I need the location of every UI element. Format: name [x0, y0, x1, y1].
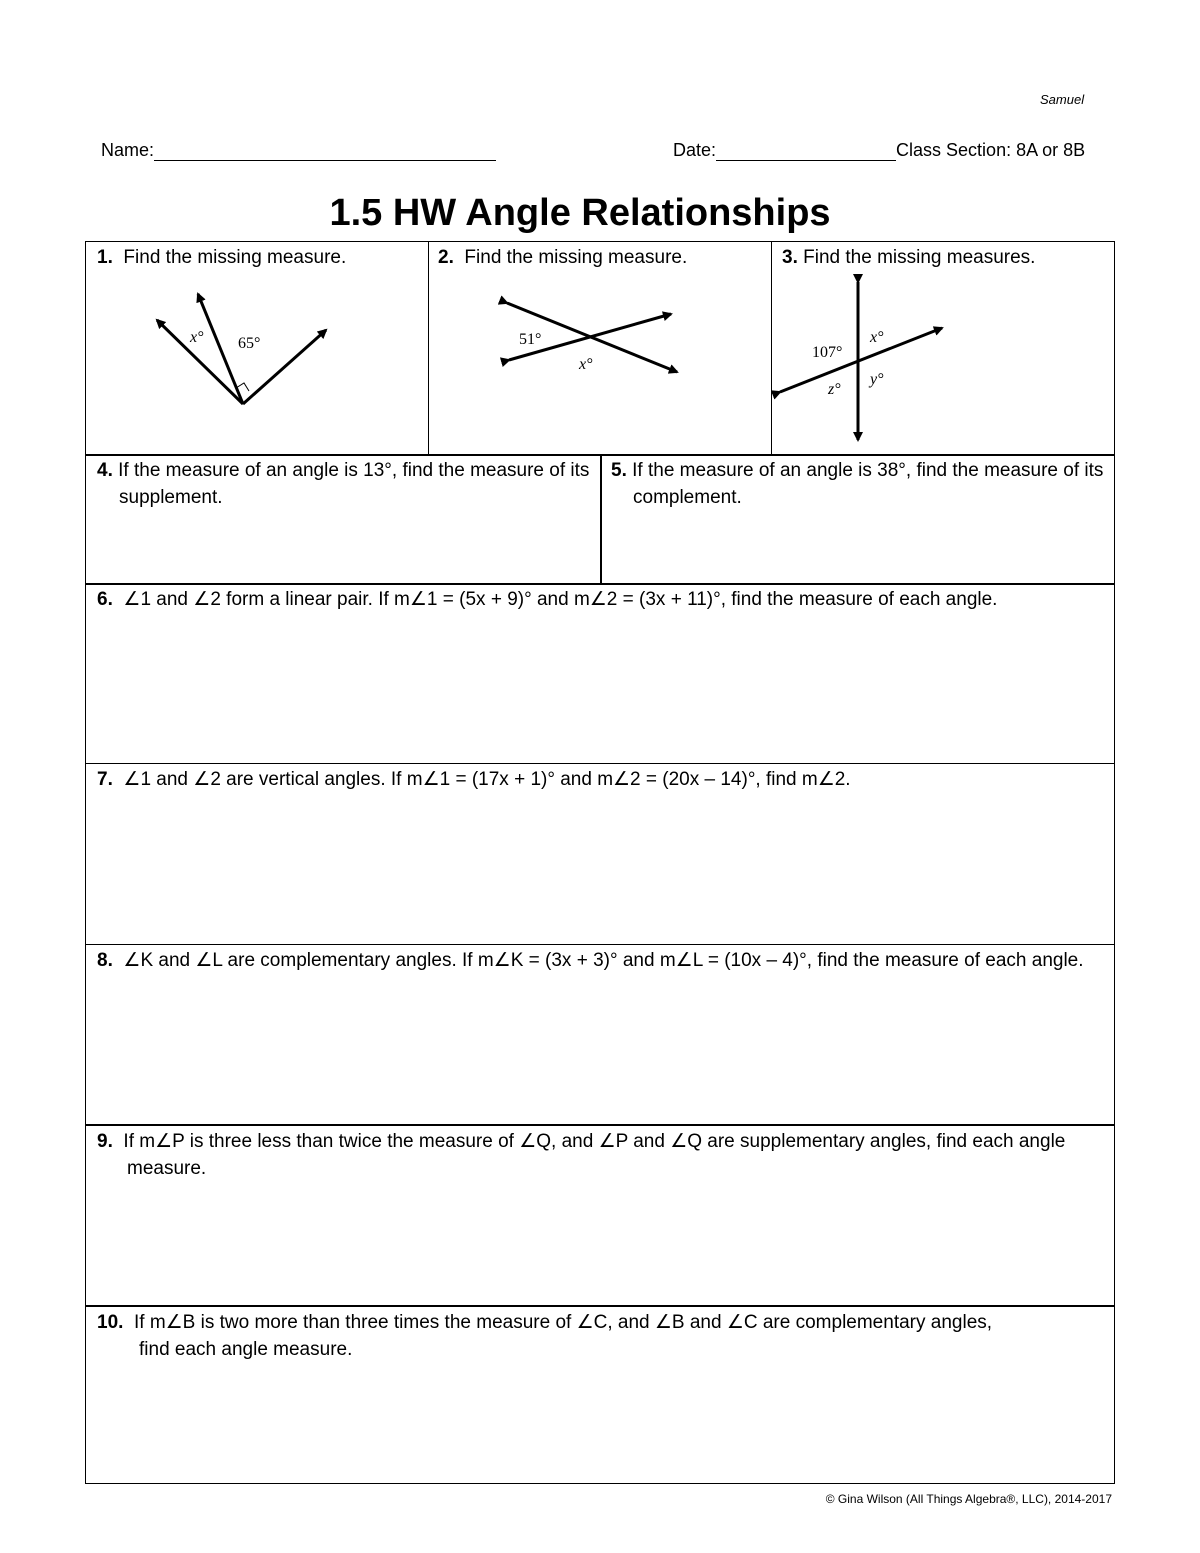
problem-number: 9.	[97, 1131, 113, 1152]
problem-grid	[85, 241, 1115, 1484]
problem-text: If the measure of an angle is 13°, find the measure of its supplement.	[118, 460, 590, 508]
diagram-1	[86, 282, 428, 454]
problem-9	[97, 1128, 1087, 1182]
problem-number: 6.	[97, 589, 113, 610]
diagram-3	[772, 272, 1115, 454]
col-divider	[600, 454, 602, 583]
problem-number: 4.	[97, 460, 113, 481]
row-divider	[86, 583, 1114, 585]
problem-text: ∠K and ∠L are complementary angles. If m∠K = (3x + 3)° and m∠L = (10x – 4)°, find the measure of each angle.	[123, 950, 1084, 971]
page-title: 1.5 HW Angle Relationships	[329, 192, 831, 234]
problem-text: If the measure of an angle is 38°, find the measure of its complement.	[632, 460, 1104, 508]
problem-number: 2.	[438, 247, 454, 268]
problem-number: 10.	[97, 1312, 124, 1333]
label-z: z°	[828, 381, 841, 398]
label-51: 51°	[519, 331, 542, 348]
problem-number: 7.	[97, 769, 113, 790]
row-divider	[86, 763, 1114, 764]
problem-text: If m∠P is three less than twice the measure of ∠Q, and ∠P and ∠Q are supplementary angles, find each angle measure.	[123, 1131, 1066, 1179]
name-field[interactable]	[101, 140, 496, 161]
label-x: x°	[190, 329, 204, 346]
label-y: y°	[870, 371, 884, 388]
author-name: Samuel	[1040, 92, 1085, 107]
date-field[interactable]	[673, 140, 1085, 161]
slanted-line	[780, 328, 942, 392]
label-x: x°	[870, 329, 884, 346]
problem-2	[438, 244, 687, 271]
problem-7	[97, 766, 1109, 793]
label-107: 107°	[812, 344, 843, 361]
name-blank[interactable]	[154, 142, 496, 161]
problem-10	[97, 1309, 1019, 1363]
class-section: Class Section: 8A or 8B	[896, 140, 1086, 160]
problem-text: ∠1 and ∠2 are vertical angles. If m∠1 = (17x + 1)° and m∠2 = (20x – 14)°, find m∠2.	[123, 769, 851, 790]
problem-number: 5.	[611, 460, 627, 481]
problem-number: 3.	[782, 247, 798, 268]
copyright-footer: © Gina Wilson (All Things Algebra®, LLC), 2014-2017	[825, 1492, 1112, 1506]
row-divider	[86, 1124, 1114, 1126]
problem-text: ∠1 and ∠2 form a linear pair. If m∠1 = (5x + 9)° and m∠2 = (3x + 11)°, find the measure of each angle.	[123, 589, 998, 610]
problem-number: 8.	[97, 950, 113, 971]
problem-text: Find the missing measure.	[464, 247, 688, 268]
problem-4	[97, 457, 599, 511]
problem-number: 1.	[97, 247, 113, 268]
row-divider	[86, 1305, 1114, 1307]
problem-8	[97, 947, 1109, 974]
problem-text: Find the missing measure.	[123, 247, 347, 268]
problem-1	[97, 244, 346, 271]
diagram-2	[429, 282, 771, 454]
problem-6	[97, 586, 1109, 613]
label-x: x°	[579, 356, 593, 373]
name-label: Name:	[101, 140, 155, 160]
date-blank[interactable]	[716, 142, 896, 161]
problem-text: If m∠B is two more than three times the measure of ∠C, and ∠B and ∠C are complementary angles, find each angle measure.	[133, 1312, 993, 1360]
row-divider	[86, 944, 1114, 945]
date-label: Date:	[673, 140, 717, 160]
label-65: 65°	[238, 335, 261, 352]
problem-text: Find the missing measures.	[803, 247, 1036, 268]
problem-3	[782, 244, 1035, 271]
problem-5	[611, 457, 1113, 511]
